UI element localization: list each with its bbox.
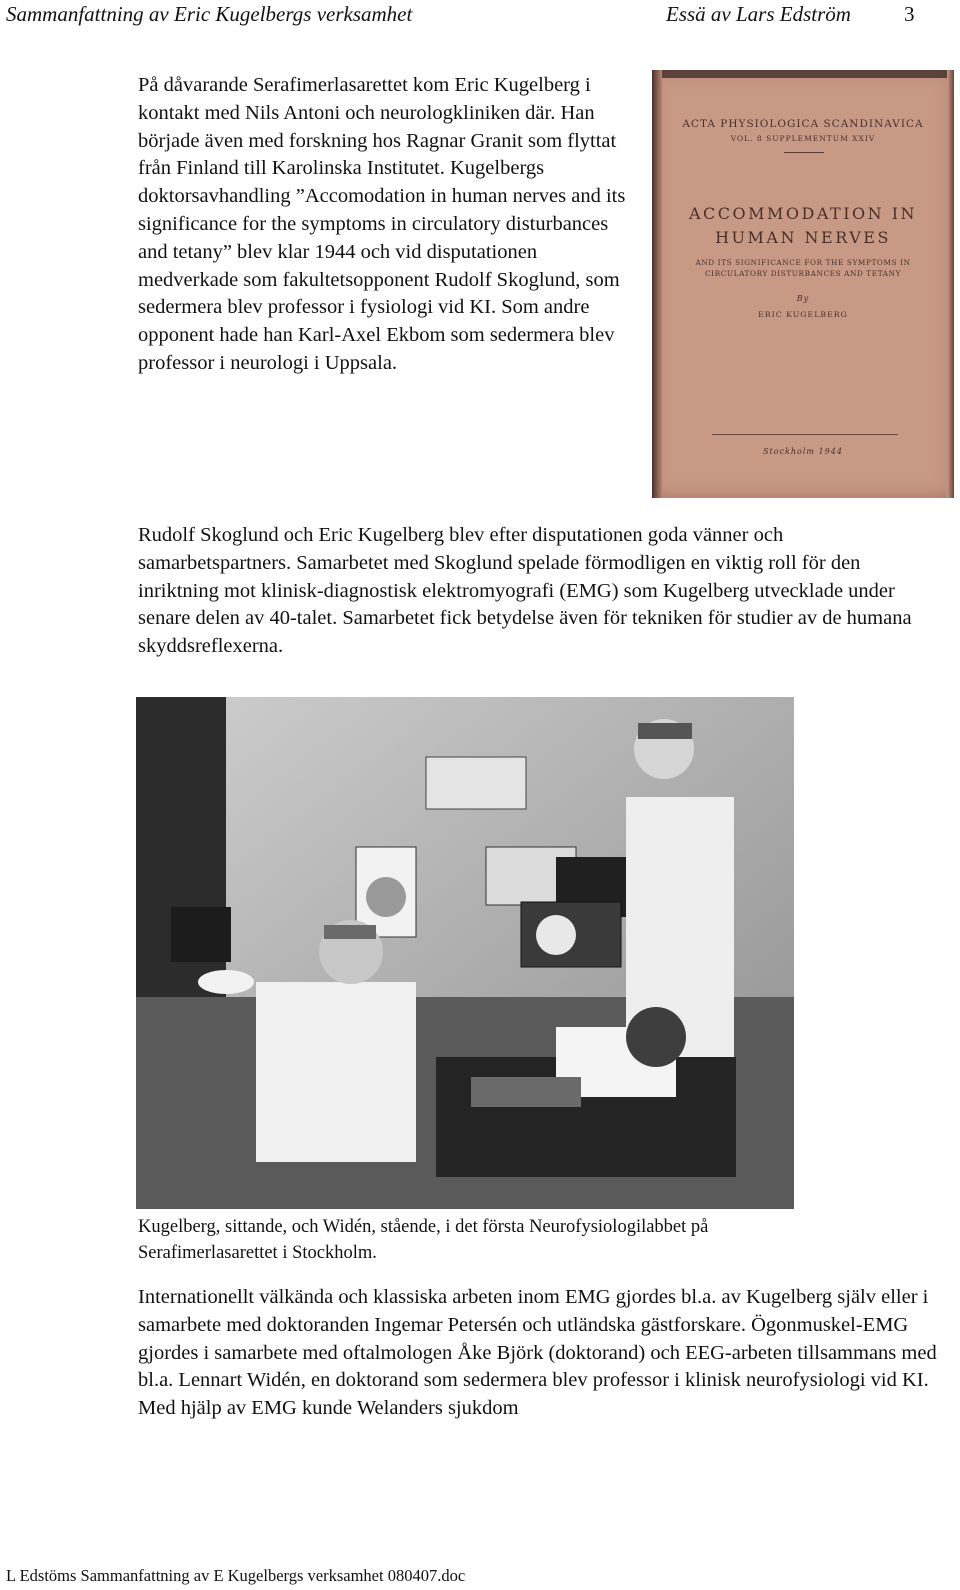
cover-title-line2: HUMAN NERVES <box>715 228 891 247</box>
cover-author: ERIC KUGELBERG <box>758 310 848 319</box>
photo-caption: Kugelberg, sittande, och Widén, stående, i det första Neurofysiologilabbet på Serafimerlasarettet i Stockholm. <box>138 1217 709 1263</box>
thesis-cover-image <box>652 70 954 498</box>
cover-title-line1: ACCOMMODATION IN <box>688 204 918 223</box>
cover-journal: ACTA PHYSIOLOGICA SCANDINAVICA <box>682 118 924 130</box>
cover-place-year: Stockholm 1944 <box>763 447 843 456</box>
header-title: Sammanfattning av Eric Kugelbergs verksamhet <box>6 2 413 26</box>
cover-top-edge <box>652 70 954 78</box>
cover-by: By <box>796 294 810 303</box>
lab-photo <box>136 697 794 1209</box>
cover-bottom-rule <box>712 434 898 435</box>
cover-subtitle-line2: CIRCULATORY DISTURBANCES AND TETANY <box>704 269 902 278</box>
body-paragraph-3: Internationellt välkända och klassiska arbeten inom EMG gjordes bl.a. av Kugelberg själv eller i samarbete med doktoranden Ingemar Petersén och utländska gästforskare. Ögonmuskel-EMG gjordes i samarbete med oftalmologen Åke Björk (doktorand) och EEG-arbeten tillsammans med bl.a. Lennart Widén, en doktorand som sedermera blev professor i klinisk neurofysiologi vid KI. Med hjälp av EMG kunde Welanders sjukdom <box>138 1286 937 1420</box>
intro-paragraph: På dåvarande Serafimerlasarettet kom Eric Kugelberg i kontakt med Nils Antoni och neurologkliniken där. Han började även med forskning hos Ragnar Granit som flyttat från Finland till Karolinska Institutet. Kugelbergs doktorsavhandling ”Accomodation in human nerves and its significance for the symptoms in circulatory disturbances and tetany” blev klar 1944 och vid disputationen medverkade som fakultetsopponent Rudolf Skoglund, som sedermera blev professor i fysiologi vid KI. Som andre opponent hade han Karl-Axel Ekbom som sedermera blev professor i neurologi i Uppsala. <box>138 74 626 374</box>
footer-filename: L Edstöms Sammanfattning av E Kugelbergs verksamhet 080407.doc <box>6 1566 466 1585</box>
header-author: Essä av Lars Edström <box>666 2 851 26</box>
page-number: 3 <box>904 2 915 26</box>
lab-photo-illustration <box>136 697 794 1209</box>
cover-subtitle-line1: AND ITS SIGNIFICANCE FOR THE SYMPTOMS IN <box>695 258 911 267</box>
cover-volume: VOL. 8 SUPPLEMENTUM XXIV <box>730 134 876 143</box>
cover-rule <box>784 152 824 153</box>
body-paragraph-2: Rudolf Skoglund och Eric Kugelberg blev efter disputationen goda vänner och samarbetspartners. Samarbetet med Skoglund spelade förmodligen en viktig roll för den inriktning mot klinisk-diagnostisk elektromyografi (EMG) som Kugelberg utvecklade under senare delen av 40-talet. Samarbetet fick betydelse även för tekniken för studier av de humana skyddsreflexerna. <box>138 524 912 658</box>
